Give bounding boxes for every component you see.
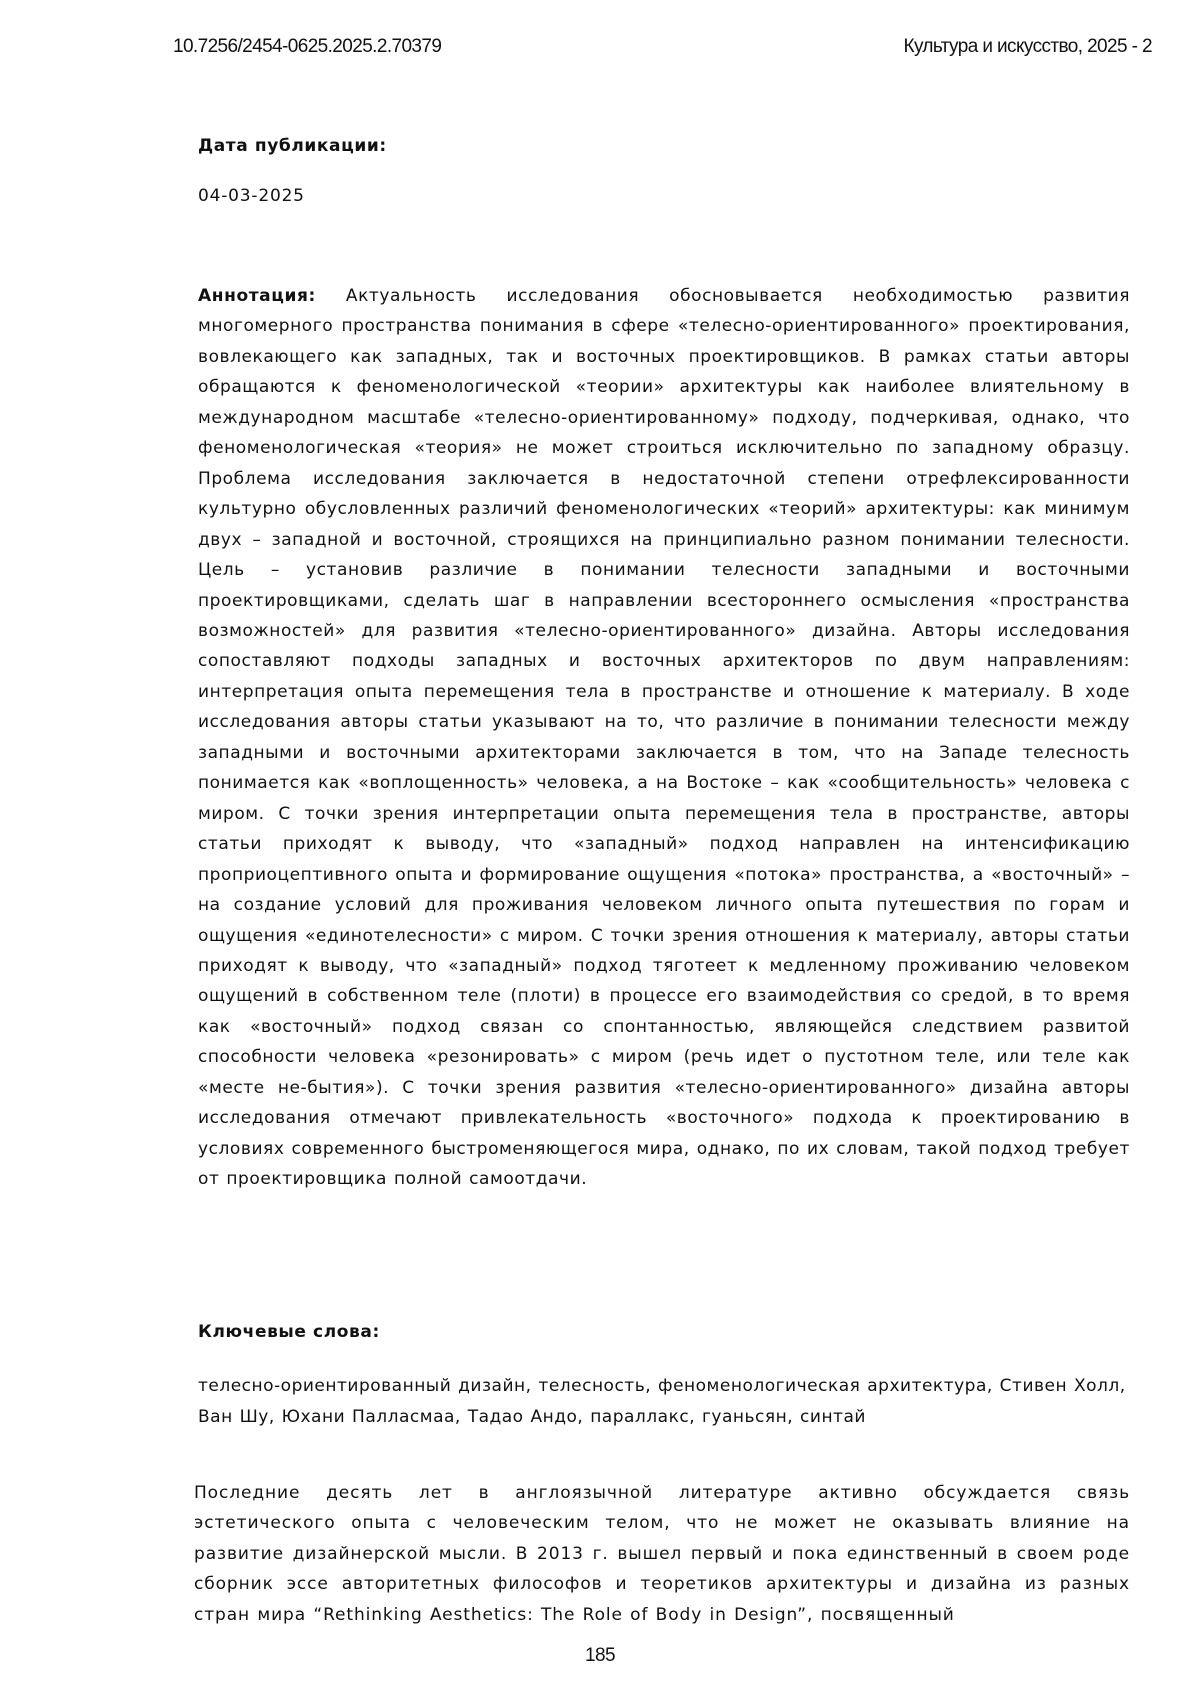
keywords-text: телесно-ориентированный дизайн, телесность, феноменологическая архитектура, Стивен Холл, Ван Шу, Юхани Палласмаа, Тадао Андо, параллакс, гуаньсян, синтай <box>198 1376 1126 1427</box>
running-header <box>0 36 1200 62</box>
abstract-label: Аннотация: <box>198 286 316 306</box>
publication-date-heading: Дата публикации: <box>198 136 387 156</box>
body-paragraph: Последние десять лет в англоязычной литературе активно обсуждается связь эстетического опыта с человеческим телом, что не может не оказывать влияние на развитие дизайнерской мысли. В 2013 г. вышел первый и пока единственный в своем роде сборник эссе авторитетных философов и теоретиков архитектуры и дизайна из разных стран мира “Rethinking Aesthetics: The Role of Body in Design”, посвященный <box>194 1483 1130 1625</box>
keywords-heading: Ключевые слова: <box>198 1322 380 1342</box>
publication-date-value: 04-03-2025 <box>198 186 305 206</box>
abstract <box>198 281 1130 1195</box>
abstract-text: Актуальность исследования обосновывается необходимостью развития многомерного пространства понимания в сфере «телесно-ориентированного» проектирования, вовлекающего как западных, так и восточных проектировщиков. В рамках статьи авторы обращаются к феноменологической «теории» архитектуры как наиболее влиятельному в международном масштабе «телесно-ориентированному» подходу, подчеркивая, однако, что феноменологическая «теория» не может строиться исключительно по западному образцу. Проблема исследования заключается в недостаточной степени отрефлексированности культурно обусловленных различий феноменологических «теорий» архитектуры: как минимум двух – западной и восточной, строящихся на принципиально разном понимании телесности. Цель – установив различие в понимании телесности западными и восточными проектировщиками, сделать шаг в направлении всестороннего осмысления «пространства возможностей» для развития «телесно-ориентированного» дизайна. Авторы исследования сопоставляют подходы западных и восточных архитекторов по двум направлениям: интерпретация опыта перемещения тела в пространстве и отношение к материалу. В ходе исследования авторы статьи указывают на то, что различие в понимании телесности между западными и восточными архитекторами заключается в том, что на Западе телесность понимается как «воплощенность» человека, а на Востоке – как «сообщительность» человека с миром. С точки зрения интерпретации опыта перемещения тела в пространстве, авторы статьи приходят к выводу, что «западный» подход направлен на интенсификацию проприоцептивного опыта и формирование ощущения «потока» пространства, а «восточный» – на создание условий для проживания человеком личного опыта путешествия по горам и ощущения «единотелесности» с миром. С точки зрения отношения к материалу, авторы статьи приходят к выводу, что «западный» подход тяготеет к медленному проживанию человеком ощущений в собственном теле (плоти) в процессе его взаимодействия со средой, в то время как «восточный» подход связан со спонтанностью, являющейся следствием развитой способности человека «резонировать» с миром (речь идет о пустотном теле, или теле как «месте не-бытия»). С точки зрения развития «телесно-ориентированного» дизайна авторы исследования отмечают привлекательность «восточного» подхода к проектированию в условиях современного быстроменяющегося мира, однако, по их словам, такой подход требует от проектировщика полной самоотдачи. <box>198 286 1130 1190</box>
journal-issue: Культура и искусство, 2025 - 2 <box>903 36 1152 57</box>
doi-identifier: 10.7256/2454-0625.2025.2.70379 <box>173 36 442 57</box>
page-number: 185 <box>585 1645 615 1666</box>
